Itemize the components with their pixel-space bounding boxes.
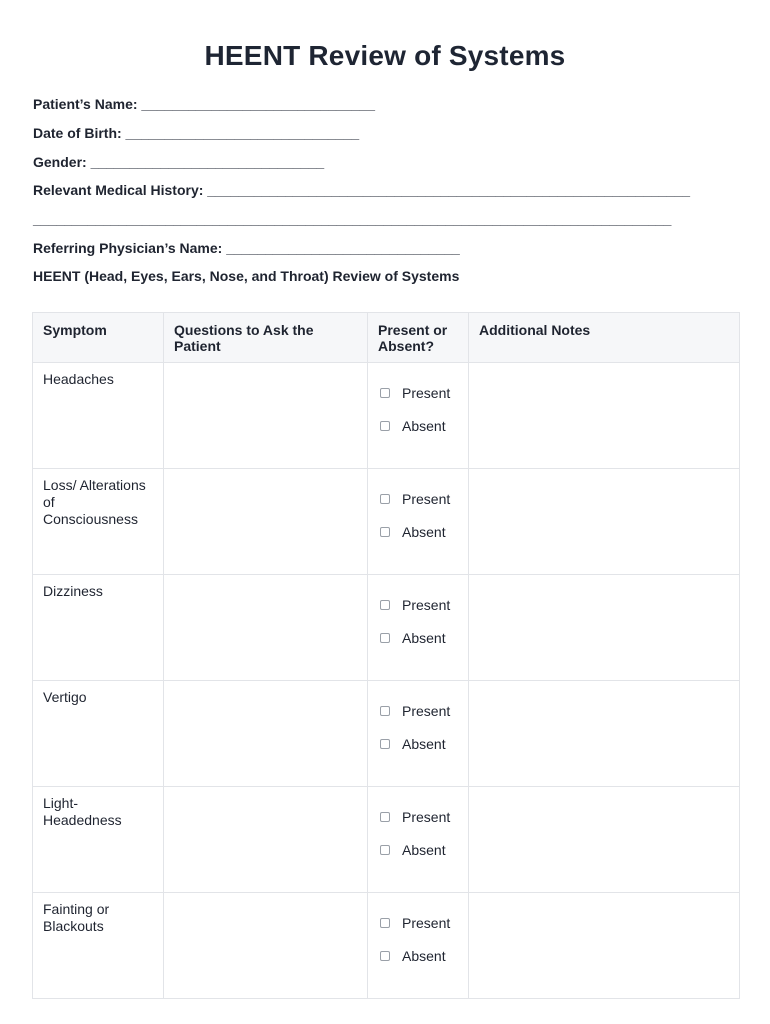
checkbox-icon[interactable] (380, 706, 390, 716)
present-absent-cell (368, 681, 469, 787)
checkbox-icon[interactable] (380, 951, 390, 961)
symptom-cell: Fainting or Blackouts (33, 893, 164, 999)
present-label: Present (402, 597, 451, 613)
header-present-absent: Present or Absent? (368, 313, 469, 363)
questions-cell[interactable] (164, 469, 368, 575)
present-option[interactable] (380, 489, 468, 509)
present-label: Present (402, 809, 451, 825)
notes-cell[interactable] (469, 787, 740, 893)
present-absent-cell (368, 363, 469, 469)
present-option[interactable] (380, 383, 468, 403)
absent-option[interactable] (380, 416, 468, 436)
notes-cell[interactable] (469, 681, 740, 787)
date-of-birth-field[interactable]: Date of Birth: ______________________________ (33, 125, 360, 141)
absent-option[interactable] (380, 734, 468, 754)
present-option[interactable] (380, 913, 468, 933)
table-row (33, 575, 740, 681)
absent-label: Absent (402, 736, 446, 752)
present-option[interactable] (380, 701, 468, 721)
present-label: Present (402, 915, 451, 931)
absent-label: Absent (402, 524, 446, 540)
notes-cell[interactable] (469, 893, 740, 999)
questions-cell[interactable] (164, 893, 368, 999)
present-option[interactable] (380, 807, 468, 827)
notes-cell[interactable] (469, 469, 740, 575)
symptom-cell: Light-Headedness (33, 787, 164, 893)
checkbox-icon[interactable] (380, 633, 390, 643)
absent-option[interactable] (380, 522, 468, 542)
checkbox-icon[interactable] (380, 600, 390, 610)
present-label: Present (402, 491, 451, 507)
absent-label: Absent (402, 842, 446, 858)
absent-label: Absent (402, 948, 446, 964)
present-label: Present (402, 703, 451, 719)
gender-field[interactable]: Gender: ______________________________ (33, 154, 325, 170)
header-questions: Questions to Ask the Patient (164, 313, 368, 363)
absent-label: Absent (402, 630, 446, 646)
present-label: Present (402, 385, 451, 401)
medical-history-continuation-field[interactable]: __________________________________________________________________________________ (33, 211, 672, 227)
table-row (33, 893, 740, 999)
notes-cell[interactable] (469, 575, 740, 681)
questions-cell[interactable] (164, 681, 368, 787)
checkbox-icon[interactable] (380, 918, 390, 928)
header-symptom: Symptom (33, 313, 164, 363)
present-absent-cell (368, 469, 469, 575)
header-additional-notes: Additional Notes (469, 313, 740, 363)
questions-cell[interactable] (164, 363, 368, 469)
notes-cell[interactable] (469, 363, 740, 469)
checkbox-icon[interactable] (380, 845, 390, 855)
symptom-cell: Dizziness (33, 575, 164, 681)
symptom-cell: Vertigo (33, 681, 164, 787)
table-row (33, 787, 740, 893)
checkbox-icon[interactable] (380, 812, 390, 822)
absent-option[interactable] (380, 840, 468, 860)
referring-physician-field[interactable]: Referring Physician’s Name: ______________________________ (33, 240, 460, 256)
table-row (33, 363, 740, 469)
symptom-cell: Loss/ Alterations of Consciousness (33, 469, 164, 575)
questions-cell[interactable] (164, 787, 368, 893)
present-option[interactable] (380, 595, 468, 615)
table-header-row (33, 313, 740, 363)
present-absent-cell (368, 787, 469, 893)
absent-option[interactable] (380, 628, 468, 648)
checkbox-icon[interactable] (380, 388, 390, 398)
absent-label: Absent (402, 418, 446, 434)
checkbox-icon[interactable] (380, 527, 390, 537)
page-title: HEENT Review of Systems (204, 40, 566, 71)
checkbox-icon[interactable] (380, 421, 390, 431)
medical-history-field[interactable]: Relevant Medical History: ______________________________________________________________ (33, 182, 691, 198)
table-row (33, 469, 740, 575)
absent-option[interactable] (380, 946, 468, 966)
questions-cell[interactable] (164, 575, 368, 681)
patient-name-field[interactable]: Patient’s Name: ______________________________ (33, 96, 375, 112)
present-absent-cell (368, 575, 469, 681)
table-row (33, 681, 740, 787)
present-absent-cell (368, 893, 469, 999)
section-label: HEENT (Head, Eyes, Ears, Nose, and Throat) Review of Systems (33, 268, 460, 284)
review-of-systems-table (32, 312, 740, 999)
checkbox-icon[interactable] (380, 739, 390, 749)
checkbox-icon[interactable] (380, 494, 390, 504)
symptom-cell: Headaches (33, 363, 164, 469)
